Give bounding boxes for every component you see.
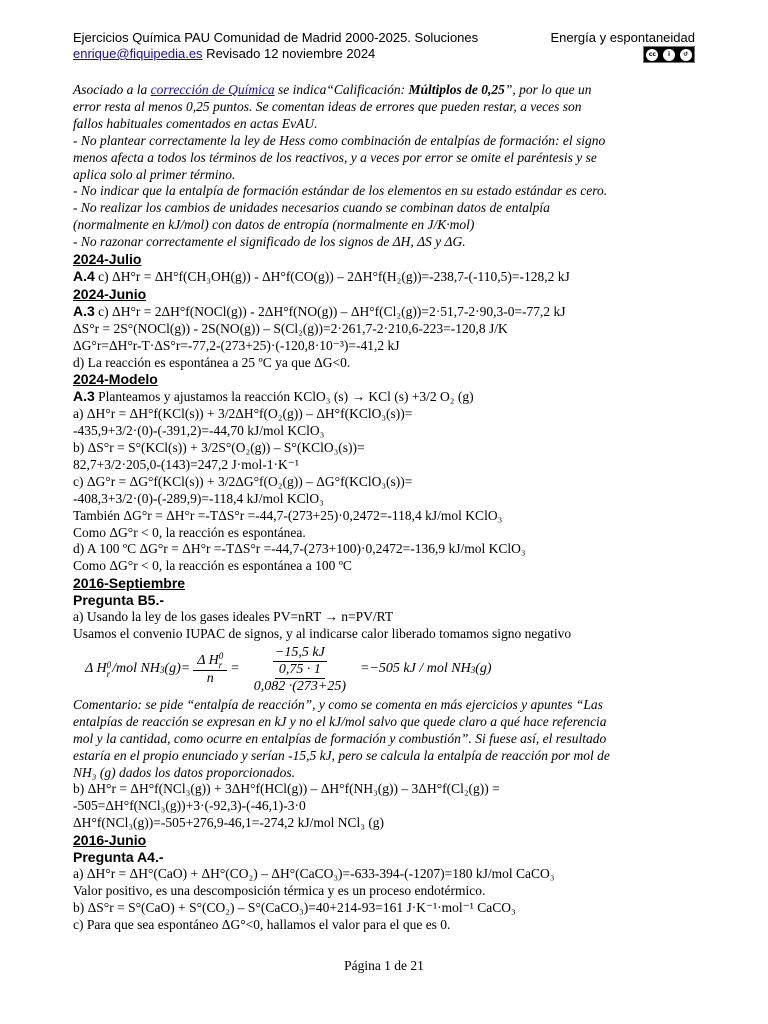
comment-line: Comentario: se pide “entalpía de reacción”, y como se comenta en más ejercicios y apuntes “Las bbox=[73, 696, 603, 712]
answer-line: Como ΔG°r < 0, la reacción es espontánea. bbox=[73, 524, 306, 540]
answer-line: ΔH°f(NCl₃(g))=-505+276,9-46,1=-274,2 kJ/mol NCl₃ (g) bbox=[73, 815, 385, 831]
formula-sub: r bbox=[106, 668, 111, 679]
answer-line: d) A 100 ºC ΔG°r = ΔH°r =-TΔS°r =-44,7-(273+100)·0,2472=-136,9 kJ/mol KClO₃ bbox=[73, 541, 526, 557]
answer-line: ΔS°r = 2S°(NOCl(g)) - 2S(NO(g)) – S(Cl₂(g))=2·261,7-2·210,6-223=-120,8 J/K bbox=[73, 320, 508, 336]
revised-date: Revisado 12 noviembre 2024 bbox=[202, 46, 376, 61]
answer-line bbox=[73, 303, 695, 321]
answer-line: a) ΔH°r = ΔH°(CaO) + ΔH°(CO₂) – ΔH°(CaCO₃)=-633-394-(-1207)=180 kJ/mol CaCO₃ bbox=[73, 865, 555, 881]
fraction-num: −15,5 kJ bbox=[274, 644, 325, 660]
answer-line: b) ΔH°r = ΔH°f(NCl₃(g)) + 3ΔH°f(HCl(g)) – ΔH°f(NH₃(g)) – 3ΔH°f(Cl₂(g)) = bbox=[73, 781, 500, 797]
answer-line: También ΔG°r = ΔH°r =-TΔS°r =-44,7-(273+25)·0,2472=-118,4 kJ/mol KClO₃ bbox=[73, 507, 503, 523]
fraction-value bbox=[243, 645, 357, 695]
answer-line bbox=[73, 388, 695, 406]
header-topic: Energía y espontaneidad bbox=[550, 30, 695, 45]
inner-num: 0,75 · 1 bbox=[275, 662, 325, 679]
question-number: A.4 bbox=[73, 267, 95, 284]
section-heading: 2024-Julio bbox=[73, 251, 142, 268]
formula-text: Δ H bbox=[85, 661, 107, 677]
intro-bold: Múltiplos de 0,25 bbox=[408, 82, 505, 97]
answer-line: Valor positivo, es una descomposición térmica y es un proceso endotérmico. bbox=[73, 882, 486, 898]
answer-line: a) Usando la ley de los gases ideales PV=nRT → n=PV/RT bbox=[73, 609, 394, 625]
intro-line: - No razonar correctamente el significado de los signos de ΔH, ΔS y ΔG. bbox=[73, 234, 466, 250]
comment-line: mol y la cantidad, como ocurre en entalpías de formación y combustión”. Si fuese así, el resultado bbox=[73, 730, 607, 746]
answer-line bbox=[73, 268, 695, 286]
formula-result: =−505 kJ / mol NH bbox=[360, 661, 471, 677]
question-heading: Pregunta B5.- bbox=[73, 592, 165, 609]
page-header bbox=[73, 30, 695, 62]
answer-line: b) ΔS°r = S°(KCl(s)) + 3/2S°(O₂(g)) – S°(KClO₃(s))= bbox=[73, 440, 365, 456]
inner-den: 0,082 ·(273+25) bbox=[253, 678, 347, 694]
question-heading: Pregunta A4.- bbox=[73, 849, 164, 866]
question-number: A.3 bbox=[73, 302, 95, 319]
answer-line: Usamos el convenio IUPAC de signos, y al indicarse calor liberado tomamos signo negativo bbox=[73, 626, 572, 641]
intro-line: (normalmente en kJ/mol) con datos de entropía (normalmente en J/K·mol) bbox=[73, 217, 475, 233]
formula-text: (g)= bbox=[164, 661, 191, 677]
intro-note bbox=[73, 82, 695, 251]
email-link[interactable]: enrique@fiquipedia.es bbox=[73, 46, 203, 61]
answer-line: -435,9+3/2·(0)-(-391,2)=-44,70 kJ/mol KClO₃ bbox=[73, 423, 325, 439]
intro-line: - No realizar los cambios de unidades necesarios cuando se combinan datos de entalpía bbox=[73, 200, 550, 216]
intro-line: - No indicar que la entalpía de formación estándar de los elementos en su estado estándar es cero. bbox=[73, 183, 608, 199]
answer-line: c) ΔG°r = ΔG°f(KCl(s)) + 3/2ΔG°f(O₂(g)) – ΔG°f(KClO₃(s))= bbox=[73, 473, 413, 489]
document-body bbox=[73, 82, 695, 934]
sa-icon: ↺ bbox=[680, 49, 692, 61]
header-contact bbox=[73, 46, 695, 62]
formula-text: /mol NH bbox=[112, 661, 160, 677]
section-heading: 2016-Septiembre bbox=[73, 575, 186, 592]
intro-text: se indica“Calificación: bbox=[274, 82, 409, 97]
section-heading: 2024-Junio bbox=[73, 285, 147, 302]
formula-text: Δ H bbox=[197, 653, 219, 669]
page-number: Página 1 de 21 bbox=[344, 958, 424, 973]
enthalpy-formula: Δ H 0 r /mol NH 3 (g)= Δ H 0 r n = $\frac{-15,5 kJ}{\frac{0,75 \cdot 1}{0,082 \cdot(273+25)}}$ =−505 kJ / mol NH 3 (g) bbox=[85, 644, 492, 694]
answer-text: c) ΔH°r = 2ΔH°f(NOCl(g)) - 2ΔH°f(NO(g)) – ΔH°f(Cl₂(g))=2·51,7-2·90,3-0=-77,2 kJ bbox=[94, 303, 566, 319]
answer-line: Como ΔG°r < 0, la reacción es espontánea a 100 ºC bbox=[73, 558, 352, 574]
intro-text: ”, por lo que un bbox=[504, 82, 592, 97]
inner-fraction bbox=[250, 662, 350, 695]
fraction-den: n bbox=[206, 671, 214, 687]
answer-line: d) La reacción es espontánea a 25 ºC ya que ΔG<0. bbox=[73, 354, 351, 370]
header-title: Ejercicios Química PAU Comunidad de Madrid 2000-2025. Soluciones bbox=[73, 30, 479, 45]
formula-text: (g) bbox=[475, 661, 492, 677]
section-heading: 2024-Modelo bbox=[73, 371, 158, 388]
comment-block bbox=[73, 697, 695, 782]
document-page bbox=[73, 30, 695, 934]
answer-line: a) ΔH°r = ΔH°f(KCl(s)) + 3/2ΔH°f(O₂(g)) – ΔH°f(KClO₃(s))= bbox=[73, 406, 413, 422]
answer-text: Planteamos y ajustamos la reacción KClO₃ (s) → KCl (s) +3/2 O₂ (g) bbox=[94, 389, 474, 405]
intro-line: aplica solo al primer término. bbox=[73, 166, 236, 182]
answer-line: -505=ΔH°f(NCl₃(g))+3·(-92,3)-(-46,1)-3·0 bbox=[73, 798, 306, 814]
formula-sub: r bbox=[218, 660, 223, 671]
comment-line: NH₃ (g) dados los datos proporcionados. bbox=[73, 764, 295, 780]
answer-line: 82,7+3/2·205,0-(143)=247,2 J·mol-1·K⁻¹ bbox=[73, 456, 299, 472]
intro-line: error resta al menos 0,25 puntos. Se comentan ideas de errores que pueden restar, a veces son bbox=[73, 98, 582, 114]
answer-line: ΔG°r=ΔH°r-T·ΔS°r=-77,2-(273+25)·(-120,8·10⁻³)=-41,2 kJ bbox=[73, 337, 400, 353]
fraction-den bbox=[243, 662, 357, 695]
intro-line: menos afecta a todos los términos de los reactivos, y a veces por error se omite el paréntesis y se bbox=[73, 149, 597, 165]
answer-line: b) ΔS°r = S°(CaO) + S°(CO₂) – S°(CaCO₃)=40+214-93=161 J·K⁻¹·mol⁻¹ CaCO₃ bbox=[73, 899, 516, 915]
by-icon: i bbox=[663, 49, 675, 61]
formula-sup: 0 bbox=[106, 659, 112, 670]
answer-line: -408,3+3/2·(0)-(-289,9)=-118,4 kJ/mol KClO₃ bbox=[73, 490, 324, 506]
comment-line: estaría en el propio enunciado y serían -15,5 kJ, pero se calcula la entalpía de reacción por mol de bbox=[73, 747, 610, 763]
fraction-num bbox=[193, 652, 227, 671]
answer-line: c) Para que sea espontáneo ΔG°<0, hallamos el valor para el que es 0. bbox=[73, 916, 451, 932]
correction-link[interactable]: corrección de Química bbox=[150, 82, 275, 97]
fraction-dh-n bbox=[193, 652, 227, 687]
intro-line: - No plantear correctamente la ley de Hess como combinación de entalpías de formación: el signo bbox=[73, 132, 606, 148]
answer-text: c) ΔH°r = ΔH°f(CH₃OH(g)) - ΔH°f(CO(g)) – 2ΔH°f(H₂(g))=-238,7-(-110,5)=-128,2 kJ bbox=[94, 268, 570, 284]
formula-text: = bbox=[230, 661, 240, 677]
intro-text: Asociado a la bbox=[73, 82, 151, 97]
cc-icon: cc bbox=[646, 49, 658, 61]
comment-line: entalpías de reacción se expresan en kJ y no el kJ/mol salvo que quede claro a qué hace referencia bbox=[73, 713, 607, 729]
section-heading: 2016-Junio bbox=[73, 832, 147, 849]
formula-sup: 0 bbox=[218, 651, 224, 662]
cc-license-badge bbox=[643, 46, 695, 63]
intro-line: fallos habituales comentados en actas EvAU. bbox=[73, 115, 318, 131]
question-number: A.3 bbox=[73, 388, 95, 405]
